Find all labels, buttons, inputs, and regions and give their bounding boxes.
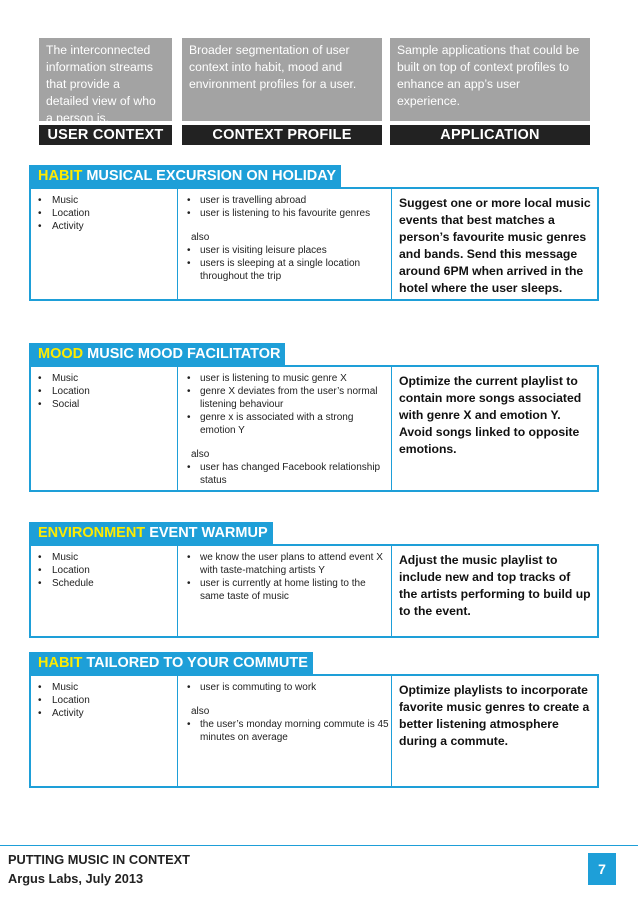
application-cell	[392, 546, 597, 636]
footer-divider	[0, 845, 638, 846]
application-cell	[392, 676, 597, 786]
user-context-item: • Social	[31, 398, 177, 411]
user-context-cell	[31, 189, 178, 299]
profile-item: • the user’s monday morning commute is 45 minutes on average	[178, 718, 391, 744]
user-context-item: • Schedule	[31, 577, 177, 590]
card-category: MOOD	[38, 346, 84, 362]
user-context-item: • Location	[31, 694, 177, 707]
context-profile-header	[182, 38, 382, 145]
card-category: HABIT	[38, 168, 83, 184]
profile-item: • user is visiting leisure places	[178, 244, 391, 257]
user-context-item: • Activity	[31, 220, 177, 233]
card-body	[29, 674, 599, 788]
card-body	[29, 544, 599, 638]
card-category: HABIT	[38, 655, 83, 671]
user-context-item: • Music	[31, 372, 177, 385]
card-body	[29, 187, 599, 301]
application-description: Sample applications that could be built on top of context profiles to enhance an app’s user experience.	[390, 38, 590, 121]
also-label: also	[191, 706, 210, 717]
application-text: Optimize the current playlist to contain more songs associated with genre X and emotion Y. Avoid songs linked to opposite emotions.	[399, 374, 582, 456]
user-context-title: USER CONTEXT	[39, 125, 172, 145]
user-context-item: • Music	[31, 194, 177, 207]
card-title: TAILORED TO YOUR COMMUTE	[86, 655, 308, 671]
application-cell	[392, 189, 597, 299]
profile-item: • user is listening to his favourite genres	[178, 207, 391, 220]
page-number: 7	[588, 853, 616, 885]
also-label: also	[191, 232, 210, 243]
profile-item: • user is listening to music genre X	[178, 372, 391, 385]
user-context-cell	[31, 546, 178, 636]
profile-item: • we know the user plans to attend event X with taste-matching artists Y	[178, 551, 391, 577]
use-case-card	[29, 652, 599, 788]
application-title: APPLICATION	[390, 125, 590, 145]
card-category: ENVIRONMENT	[38, 525, 146, 541]
user-context-item: • Music	[31, 681, 177, 694]
context-profile-title: CONTEXT PROFILE	[182, 125, 382, 145]
profile-item: • user has changed Facebook relationship status	[178, 461, 391, 487]
profile-item: • user is travelling abroad	[178, 194, 391, 207]
card-title: MUSICAL EXCURSION ON HOLIDAY	[86, 168, 337, 184]
card-heading	[29, 652, 313, 674]
profile-item: • users is sleeping at a single location throughout the trip	[178, 257, 391, 283]
user-context-description: The interconnected information streams that provide a detailed view of who a person is.	[39, 38, 172, 121]
use-case-card	[29, 522, 599, 638]
user-context-item: • Location	[31, 564, 177, 577]
footer-subtitle: Argus Labs, July 2013	[8, 871, 144, 886]
profile-item: • user is currently at home listing to the same taste of music	[178, 577, 391, 603]
application-text: Optimize playlists to incorporate favorite music genres to create a better listening atmosphere during a commute.	[399, 683, 590, 748]
use-case-card	[29, 165, 599, 301]
card-heading	[29, 343, 285, 365]
card-heading	[29, 165, 341, 187]
footer-title: PUTTING MUSIC IN CONTEXT	[8, 852, 190, 867]
context-profile-description: Broader segmentation of user context into habit, mood and environment profiles for a user.	[182, 38, 382, 121]
user-context-item: • Location	[31, 385, 177, 398]
user-context-cell	[31, 367, 178, 490]
context-profile-cell	[178, 189, 392, 299]
card-title: MUSIC MOOD FACILITATOR	[87, 346, 281, 362]
user-context-item: • Music	[31, 551, 177, 564]
application-text: Suggest one or more local music events that best matches a person’s favourite music genres and bands. Send this message around 6PM when arrived in the hotel where the user sleeps.	[399, 196, 591, 295]
profile-item: • user is commuting to work	[178, 681, 391, 694]
card-heading	[29, 522, 273, 544]
user-context-item: • Activity	[31, 707, 177, 720]
context-profile-cell	[178, 546, 392, 636]
use-case-card	[29, 343, 599, 492]
application-header	[390, 38, 590, 145]
card-body	[29, 365, 599, 492]
user-context-cell	[31, 676, 178, 786]
user-context-header	[39, 38, 172, 145]
context-profile-cell	[178, 676, 392, 786]
application-cell	[392, 367, 597, 490]
profile-item: • genre X deviates from the user’s normal listening behaviour	[178, 385, 391, 411]
user-context-item: • Location	[31, 207, 177, 220]
profile-item: • genre x is associated with a strong emotion Y	[178, 411, 391, 437]
application-text: Adjust the music playlist to include new and top tracks of the artists performing to build up to the event.	[399, 553, 591, 618]
context-profile-cell	[178, 367, 392, 490]
card-title: EVENT WARMUP	[149, 525, 268, 541]
also-label: also	[191, 449, 210, 460]
